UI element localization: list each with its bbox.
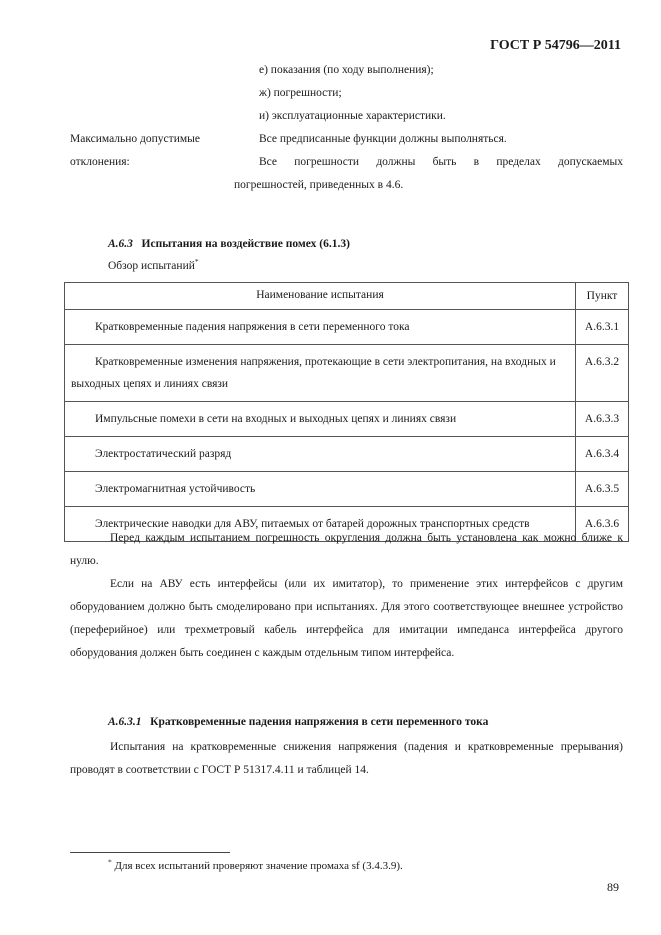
row-name-text: Импульсные помехи в сети на входных и выходных цепях и линиях связи bbox=[95, 413, 457, 425]
column-header-name: Наименование испытания bbox=[65, 283, 576, 310]
paragraph-interfaces: Если на АВУ есть интерфейсы (или их имитатор), то применение этих интерфейсов с другим оборудованием должно быть смоделировано при испытаниях. Для этого соответствующее внешнее устройство (переферийное) или трехметровый кабель интерфейса для имитации импеданса интерфейса другого оборудования должен быть соединен с каждым отдельным типом интерфейса. bbox=[70, 578, 623, 659]
section-title: Кратковременные падения напряжения в сети переменного тока bbox=[150, 716, 489, 728]
row-name-text: Электромагнитная устойчивость bbox=[95, 483, 256, 495]
table-cell-name bbox=[65, 310, 576, 345]
section-number: А.6.3 bbox=[108, 238, 133, 250]
table-header-row bbox=[65, 283, 629, 310]
tests-table bbox=[64, 282, 629, 542]
footnote-separator bbox=[70, 852, 230, 853]
max-deviation-text1: Все предписанные функции должны выполняться. bbox=[259, 133, 507, 145]
footnote-text: Для всех испытаний проверяют значение промаха sf (3.4.3.9). bbox=[114, 860, 403, 872]
table-cell-ref: А.6.3.5 bbox=[576, 472, 629, 507]
section-heading-a631 bbox=[108, 716, 488, 730]
section-title: Испытания на воздействие помех (6.1.3) bbox=[141, 238, 350, 250]
footnote-mark: * bbox=[108, 857, 112, 867]
table-row bbox=[65, 472, 629, 507]
paragraph-rounding-error: Перед каждым испытанием погрешность округления должна быть установлена как можно ближе к нулю. bbox=[70, 532, 623, 567]
list-item-zh: ж) погрешности; bbox=[259, 87, 342, 99]
max-deviation-label-line1: Максимально допустимые bbox=[70, 133, 200, 145]
table-cell-ref: А.6.3.6 bbox=[576, 507, 629, 542]
max-deviation-text2-line1: Все погрешности должны быть в пределах допускаемых bbox=[259, 156, 623, 168]
table-cell-ref: А.6.3.4 bbox=[576, 437, 629, 472]
table-cell-name bbox=[65, 472, 576, 507]
table-cell-name bbox=[65, 437, 576, 472]
table-cell-ref: А.6.3.2 bbox=[576, 345, 629, 402]
standard-designation: ГОСТ Р 54796—2011 bbox=[490, 38, 621, 53]
paragraph-voltage-dips: Испытания на кратковременные снижения напряжения (падения и кратковременные прерывания) проводят в соответствии с ГОСТ Р 51317.4.11 и таблицей 14. bbox=[70, 741, 623, 776]
section-number: А.6.3.1 bbox=[108, 716, 142, 728]
section-heading-a63 bbox=[108, 238, 350, 252]
column-header-ref: Пункт bbox=[576, 283, 629, 310]
table-cell-name bbox=[65, 402, 576, 437]
row-name-text: Электростатический разряд bbox=[95, 448, 232, 460]
row-name-text: Кратковременные изменения напряжения, протекающие в сети электропитания, на входных и выходных цепях и линиях связи bbox=[71, 356, 556, 390]
list-item-e: е) показания (по ходу выполнения); bbox=[259, 64, 434, 76]
table-cell-ref: А.6.3.1 bbox=[576, 310, 629, 345]
overview-text: Обзор испытаний bbox=[108, 260, 195, 272]
table-row bbox=[65, 310, 629, 345]
table-cell-name bbox=[65, 345, 576, 402]
row-name-text: Электрические наводки для АВУ, питаемых от батарей дорожных транспортных средств bbox=[95, 518, 530, 530]
page-number: 89 bbox=[607, 880, 619, 894]
overview-label bbox=[108, 257, 199, 274]
max-deviation-label-line2: отклонения: bbox=[70, 156, 130, 168]
list-item-i: и) эксплуатационные характеристики. bbox=[259, 110, 446, 122]
table-row bbox=[65, 437, 629, 472]
footnote bbox=[108, 857, 403, 873]
footnote-mark: * bbox=[194, 257, 199, 267]
max-deviation-text2-line2: погрешностей, приведенных в 4.6. bbox=[234, 179, 404, 191]
table-row bbox=[65, 345, 629, 402]
table-cell-ref: А.6.3.3 bbox=[576, 402, 629, 437]
table-row bbox=[65, 402, 629, 437]
row-name-text: Кратковременные падения напряжения в сети переменного тока bbox=[95, 321, 410, 333]
